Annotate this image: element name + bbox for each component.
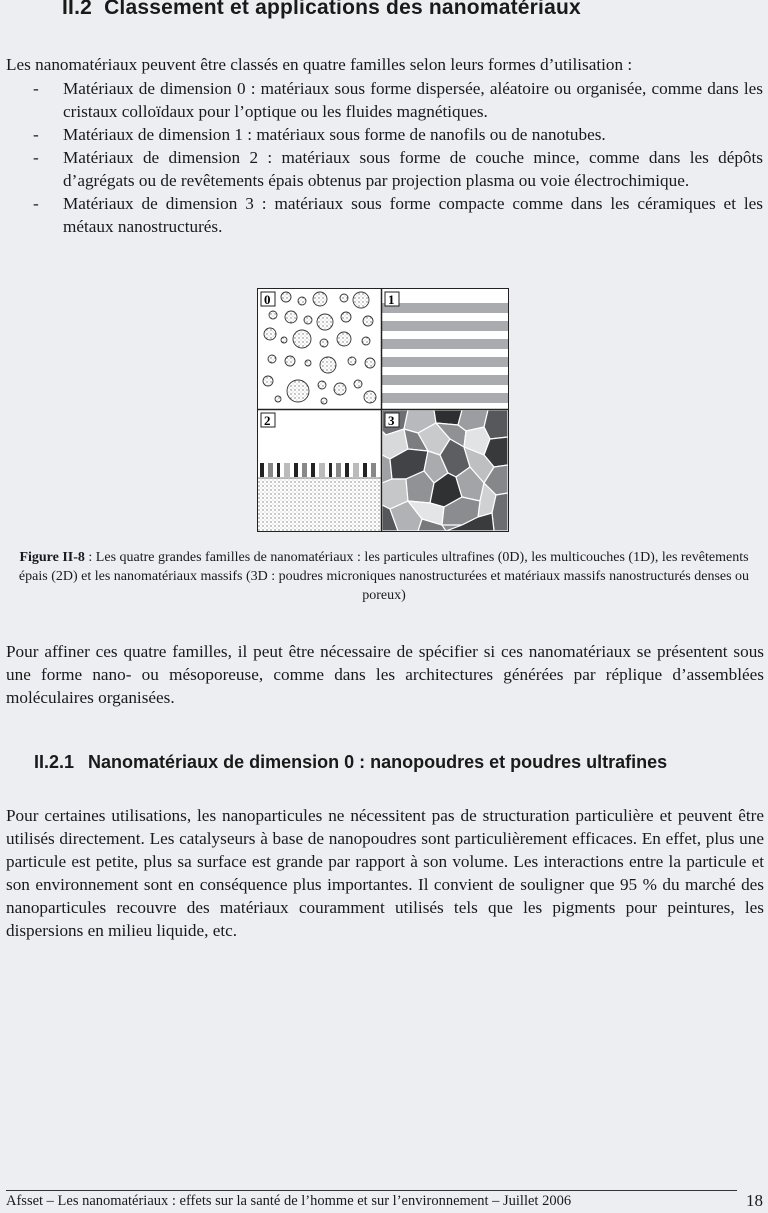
- footer-divider: [6, 1190, 737, 1191]
- subsection-heading: [34, 752, 667, 773]
- panel-0d-particles: [258, 289, 381, 409]
- panel-label-1: 1: [388, 292, 395, 307]
- subsection-number: II.2.1: [34, 752, 75, 772]
- list-item-text: Matériaux de dimension 3 : matériaux sous forme compacte comme dans les céramiques et les métaux nanostructurés.: [63, 194, 763, 236]
- section-title: Classement et applications des nanomatériaux: [104, 0, 581, 19]
- list-dash: -: [33, 148, 39, 167]
- list-dash: -: [33, 79, 39, 98]
- panel-1d-multilayers: [382, 289, 508, 409]
- paragraph-porosity: Pour affiner ces quatre familles, il peut être nécessaire de spécifier si ces nanomatériaux se présentent sous une forme nano- ou mésoporeuse, comme dans les architectures générées par réplique d’assemblées moléculaires organisées.: [6, 642, 764, 707]
- panel-3d-bulk-grains: [382, 410, 508, 531]
- list-item: [0, 123, 763, 146]
- paragraph-nanopowders: Pour certaines utilisations, les nanoparticules ne nécessitent pas de structuration particulière et peuvent être utilisés directement. Les catalyseurs à base de nanopoudres sont particulièrement efficaces. En effet, plus une particule est petite, plus sa surface est grande par rapport à son volume. Les interactions entre la particule et son environnement sont en conséquence plus importantes. Il convient de souligner que 95 % du marché des nanoparticules recouvre des matériaux couramment utilisés tels que les pigments pour peintures, les dispersions en milieu liquide, etc.: [6, 806, 764, 940]
- list-item: [0, 192, 763, 238]
- dimension-list: [0, 77, 763, 238]
- subsection-title: Nanomatériaux de dimension 0 : nanopoudres et poudres ultrafines: [88, 752, 668, 772]
- list-item-text: Matériaux de dimension 1 : matériaux sous forme de nanofils ou de nanotubes.: [63, 125, 606, 144]
- panel-label-2: 2: [264, 413, 271, 428]
- list-item: [0, 146, 763, 192]
- panel-2d-coating: [258, 410, 381, 531]
- intro-paragraph: Les nanomatériaux peuvent être classés en quatre familles selon leurs formes d’utilisation :: [6, 55, 633, 74]
- list-item: [0, 77, 763, 123]
- list-dash: -: [33, 125, 39, 144]
- figure-caption: [14, 548, 754, 605]
- list-item-text: Matériaux de dimension 2 : matériaux sous forme de couche mince, comme dans les dépôts d’agrégats ou de revêtements épais obtenus par projection plasma ou voie électrochimique.: [63, 148, 763, 190]
- list-dash: -: [33, 194, 39, 213]
- nanomaterial-families-figure: [257, 288, 509, 532]
- section-number: II.2: [62, 0, 92, 19]
- list-item-text: Matériaux de dimension 0 : matériaux sous forme dispersée, aléatoire ou organisée, comme dans les cristaux colloïdaux pour l’optique ou les fluides magnétiques.: [63, 79, 763, 121]
- section-heading: [62, 0, 581, 20]
- figure-caption-text: : Les quatre grandes familles de nanomatériaux : les particules ultrafines (0D), les multicouches (1D), les revêtements épais (2D) et les nanomatériaux massifs (3D : poudres microniques nanostructurées et matériaux massifs nanostructurés denses ou poreux): [18, 550, 750, 603]
- panel-label-3: 3: [388, 413, 395, 428]
- figure-caption-label: Figure II-8: [19, 550, 85, 565]
- page-number: 18: [746, 1191, 763, 1210]
- panel-label-0: 0: [264, 292, 271, 307]
- page-footer: Afsset – Les nanomatériaux : effets sur la santé de l’homme et sur l’environnement – Juillet 2006: [6, 1193, 572, 1209]
